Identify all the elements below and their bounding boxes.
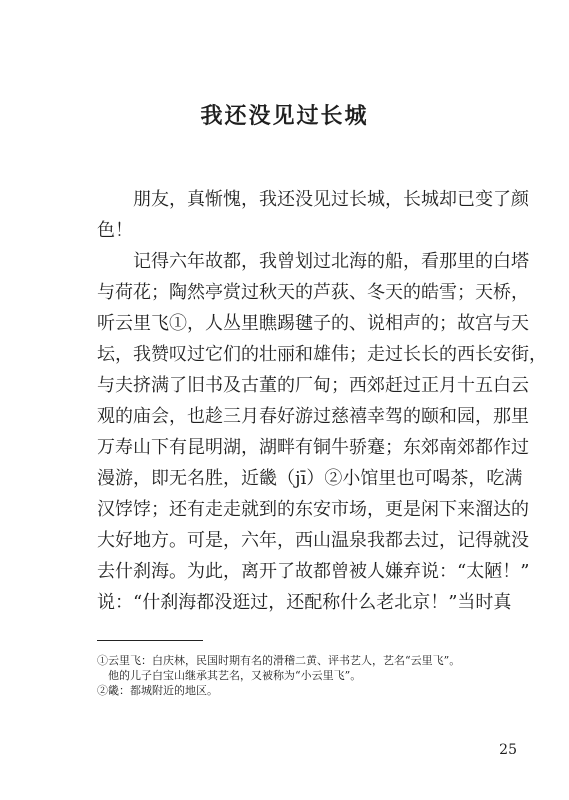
body-line-5: 听云里飞①，人丛里瞧踢毽子的、说相声的；故宫与天 <box>97 313 529 334</box>
body-line-10: 漫游，即无名胜，近畿（jī）②小馆里也可喝茶，吃满 <box>97 468 523 489</box>
footnote-1-continued: 他的儿子白宝山继承其艺名，又被称为“小云里飞”。 <box>97 669 362 682</box>
footnote-2: ②畿：都城附近的地区。 <box>97 684 218 697</box>
body-line-8: 观的庙会，也趁三月春好游过慈禧幸驾的颐和园，那里 <box>97 406 529 427</box>
body-line-3: 记得六年故都，我曾划过北海的船，看那里的白塔 <box>97 251 529 272</box>
body-line-2: 色！ <box>97 220 133 241</box>
page-title: 我还没见过长城 <box>200 103 369 129</box>
body-line-7: 与夫挤满了旧书及古董的厂甸；西郊赶过正月十五白云 <box>97 375 529 396</box>
footnote-divider <box>97 640 203 641</box>
body-line-12: 大好地方。可是，六年，西山温泉我都去过，记得就没 <box>97 530 529 551</box>
body-line-11: 汉饽饽；还有走走就到的东安市场，更是闲下来溜达的 <box>97 499 529 520</box>
page-number: 25 <box>499 742 517 758</box>
body-line-1: 朋友，真惭愧，我还没见过长城，长城却已变了颜 <box>97 189 529 210</box>
body-line-4: 与荷花；陶然亭赏过秋天的芦荻、冬天的皓雪；天桥， <box>97 282 529 303</box>
body-line-14: 说：“什刹海都没逛过，还配称什么老北京！”当时真 <box>97 592 512 613</box>
body-line-6: 坛，我赞叹过它们的壮丽和雄伟；走过长长的西长安街， <box>97 344 547 365</box>
footnote-1: ①云里飞：白庆林，民国时期有名的滑稽二黄、评书艺人，艺名“云里飞”。 <box>97 654 461 667</box>
body-line-13: 去什刹海。为此，离开了故都曾被人嫌弃说：“太陋！” <box>97 561 530 582</box>
body-line-9: 万寿山下有昆明湖，湖畔有铜牛骄蹇；东郊南郊都作过 <box>97 437 529 458</box>
